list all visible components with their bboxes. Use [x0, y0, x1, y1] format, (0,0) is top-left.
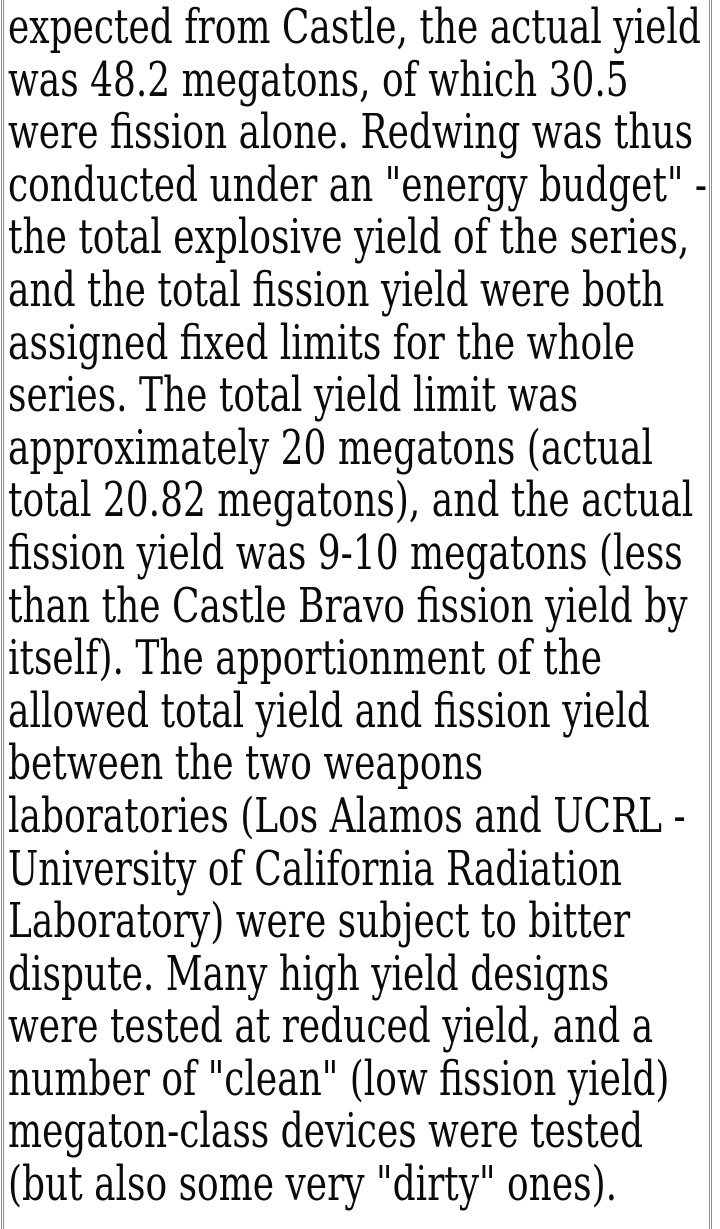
text-line: the total explosive yield of the series, — [8, 209, 690, 266]
text-line: was 48.2 megatons, of which 30.5 — [8, 51, 629, 108]
text-line: series. The total yield limit was — [8, 367, 579, 424]
text-line: assigned fixed limits for the whole — [8, 314, 635, 371]
text-line: itself). The apportionment of the — [8, 630, 603, 687]
text-line: approximately 20 megatons (actual — [8, 419, 653, 476]
text-line: megaton-class devices were tested — [8, 1103, 644, 1160]
text-box — [1, 0, 712, 1229]
text-line: Laboratory) were subject to bitter — [8, 893, 631, 950]
text-line: (but also some very "dirty" ones). — [8, 1156, 618, 1213]
text-line: total 20.82 megatons), and the actual — [8, 472, 694, 529]
text-line: and the total fission yield were both — [8, 261, 665, 318]
text-line: conducted under an "energy budget" - — [8, 156, 708, 213]
text-line: were fission alone. Redwing was thus — [8, 104, 694, 161]
text-line: number of "clean" (low fission yield) — [8, 1050, 670, 1107]
text-line: fission yield was 9-10 megatons (less — [8, 524, 683, 581]
text-line: dispute. Many high yield designs — [8, 945, 610, 1002]
text-line: University of California Radiation — [8, 840, 623, 897]
text-line: were tested at reduced yield, and a — [8, 998, 654, 1055]
text-line: allowed total yield and fission yield — [8, 682, 650, 739]
text-line: than the Castle Bravo fission yield by — [8, 577, 688, 634]
text-line: expected from Castle, the actual yield — [8, 0, 701, 55]
text-line: laboratories (Los Alamos and UCRL - — [8, 787, 686, 844]
text-line: between the two weapons — [8, 735, 484, 792]
